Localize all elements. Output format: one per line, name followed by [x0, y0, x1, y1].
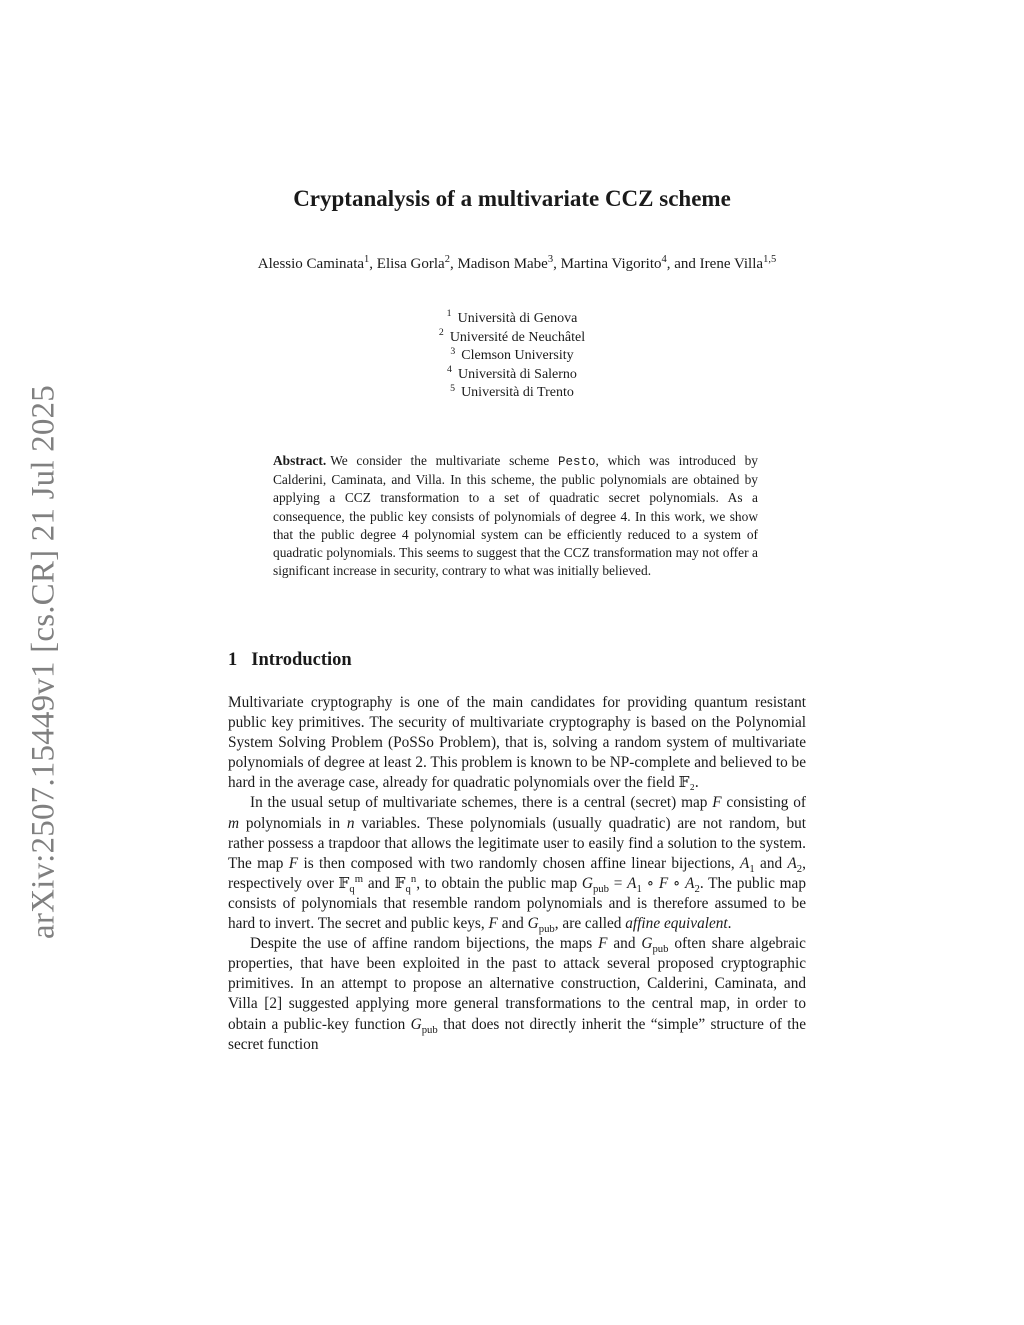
text-run: is then composed with two randomly chosen affine linear bijections, — [298, 854, 740, 872]
author-affiliation-mark: 2 — [444, 254, 450, 265]
text-run: A — [739, 854, 750, 872]
text-run: In the usual setup of multivariate schemes, there is a central (secret) map — [250, 794, 713, 812]
text-run: A — [627, 874, 637, 892]
abstract-text-after: , which was introduced by Calderini, Caminata, and Villa. In this scheme, the public polynomials are obtained by applying a CCZ transformation to a set of quadratic secret polynomials. As a consequence, the public key consists of polynomials of degree 4. In this work, we show that the public degree 4 polynomial system can be efficiently reduced to a system of quadratic polynomials. This seems to suggest that the CCZ transformation may not offer a significant increase in security, contrary to what was initially believed. — [273, 453, 758, 579]
affiliation — [0, 310, 1024, 329]
scheme-name: Pesto — [557, 455, 596, 469]
text-run: q — [405, 882, 411, 895]
paper-title: Cryptanalysis of a multivariate CCZ scheme — [293, 186, 731, 211]
affiliation-name: Clemson University — [461, 348, 574, 364]
affiliation-name: Université de Neuchâtel — [449, 329, 586, 345]
paragraph-2 — [228, 793, 806, 934]
affiliation-list — [0, 310, 1024, 403]
text-run: pub — [421, 1023, 438, 1036]
affiliation-number: 5 — [450, 382, 456, 394]
body-text — [228, 693, 806, 1055]
text-run: F — [488, 915, 498, 933]
text-run: and 𝔽 — [363, 874, 406, 892]
author-affiliation-mark: 3 — [547, 254, 554, 265]
author-separator: , and — [666, 256, 700, 272]
author-name: Irene Villa — [699, 256, 764, 272]
author-affiliation-mark: 1,5 — [763, 254, 777, 265]
author-name: Elisa Gorla — [376, 256, 445, 272]
author-affiliation-mark: 1 — [364, 254, 370, 265]
author-list — [228, 255, 806, 274]
author-name: Alessio Caminata — [257, 256, 365, 272]
affiliation-name: Università di Salerno — [457, 366, 577, 382]
author-affiliation-mark: 4 — [661, 254, 667, 265]
text-run: 1 — [749, 862, 755, 875]
affiliation — [0, 326, 1024, 348]
text-run: ∘ — [641, 874, 659, 892]
text-run: , to obtain the public map — [416, 874, 582, 892]
text-run: affine equivalent — [625, 915, 728, 933]
text-run: n — [410, 872, 417, 885]
text-run: G — [641, 935, 653, 953]
text-run: A — [787, 854, 797, 872]
text-run: polynomials in — [239, 814, 347, 832]
author-separator: , — [369, 256, 377, 272]
text-run: , respectively over 𝔽 — [228, 854, 806, 892]
affiliation-number: 2 — [438, 326, 444, 338]
text-run: 1 — [636, 882, 642, 895]
section-heading — [228, 650, 352, 671]
affiliation-name: Università di Genova — [457, 311, 578, 326]
affiliation-number: 3 — [450, 345, 456, 357]
text-run: pub — [538, 923, 555, 936]
affiliation — [0, 384, 1024, 403]
abstract-text-before: We consider the multivariate scheme — [330, 453, 558, 468]
text-run: pub — [652, 943, 669, 956]
abstract-label: Abstract. — [273, 453, 327, 468]
text-run: ∘ — [668, 874, 686, 892]
arxiv-identifier: arXiv:2507.15449v1 [cs.CR] 21 Jul 2025 — [25, 385, 62, 939]
paragraph-1: Multivariate cryptography is one of the main candidates for providing quantum resistant public key primitives. The security of multivariate cryptography is based on the Polynomial System Solving Problem (PoSSo Problem), that is, solving a random system of multivariate polynomials of degree at least 2. This problem is known to be NP-complete and believed to be hard in the average case, already for quadratic polynomials over the field 𝔽₂. — [228, 694, 806, 792]
affiliation-name: Università di Trento — [461, 385, 574, 401]
paragraph-3 — [228, 934, 806, 1055]
text-run: G — [410, 1015, 422, 1033]
author-separator: , — [449, 256, 458, 272]
text-run: , are called — [554, 915, 626, 933]
text-run: F — [598, 935, 608, 953]
affiliation-number: 4 — [447, 364, 452, 376]
abstract — [273, 452, 758, 580]
author-name: Madison Mabe — [457, 256, 548, 272]
text-run: variables. These polynomials (usually quadratic) are not random, but rather possess a trapdoor that allows the legitimate user to easily find a solution to the system. The map — [228, 814, 806, 872]
author-separator: , — [553, 256, 561, 272]
text-run: G — [581, 874, 593, 892]
text-run: Despite the use of affine random bijections, the maps — [250, 935, 599, 953]
text-run: A — [685, 874, 695, 892]
text-run: F — [712, 794, 722, 812]
section-title: Introduction — [251, 650, 352, 670]
text-run: q — [349, 882, 355, 895]
text-run: G — [527, 915, 539, 933]
text-run: that does not directly inherit the “simple” structure of the secret function — [228, 1015, 806, 1053]
text-run: F — [288, 854, 299, 872]
author-name: Martina Vigorito — [560, 256, 662, 272]
text-run: 2 — [694, 882, 700, 895]
text-run: and — [497, 915, 528, 933]
section-number: 1 — [228, 650, 238, 670]
text-run: = — [609, 874, 628, 892]
text-run: often share algebraic properties, that have been exploited in the past to attack several proposed cryptographic primitives. In an attempt to propose an alternative construction, Calderini, Caminata, and Villa [2] suggested applying more general transformations to the central map, in order to obtain a public-key function — [228, 935, 806, 1033]
text-run: and — [754, 854, 788, 872]
text-run: m — [354, 872, 364, 885]
text-run: m — [228, 814, 240, 832]
text-run: n — [346, 814, 355, 832]
text-run: pub — [592, 882, 610, 895]
text-run: consisting of — [721, 794, 806, 812]
affiliation — [0, 366, 1024, 385]
text-run: . The public map consists of polynomials that resemble random polynomials and is therefore assumed to be hard to invert. The secret and public keys, — [228, 874, 807, 933]
text-run: 2 — [796, 862, 803, 875]
affiliation-number: 1 — [446, 308, 452, 320]
text-run: and — [607, 935, 642, 953]
affiliation — [0, 347, 1024, 366]
text-run: F — [658, 874, 669, 892]
text-run: . — [727, 915, 732, 933]
